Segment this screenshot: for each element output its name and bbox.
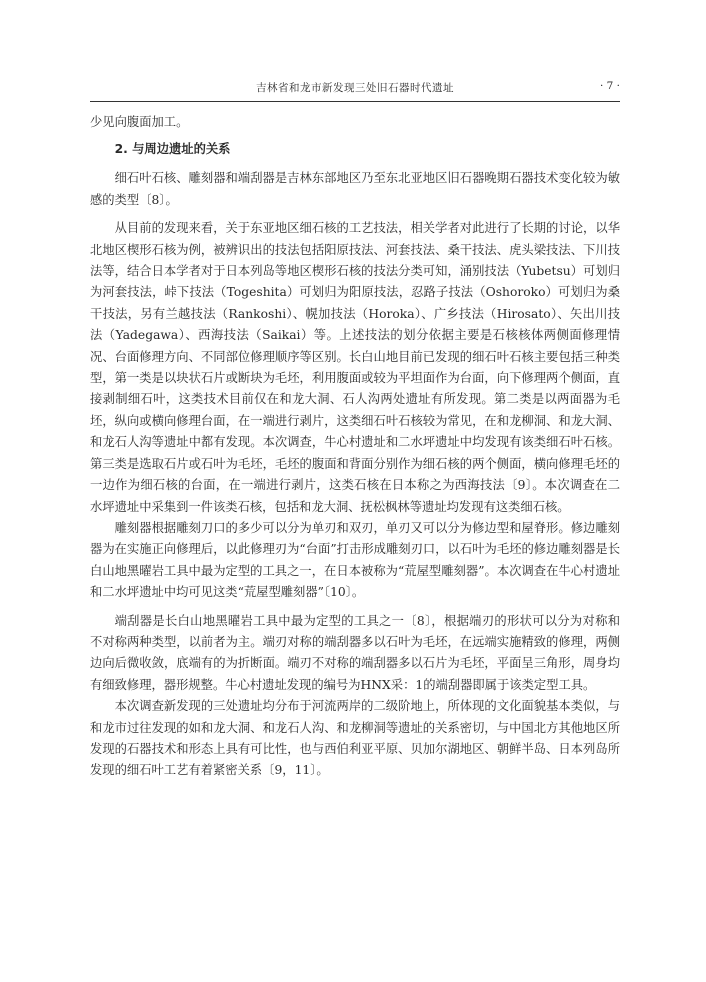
- paragraph-microblade-cores: 从目前的发现来看，关于东亚地区细石核的工艺技法，相关学者对此进行了长期的讨论，以华北地区楔形石核为例，被辨识出的技法包括阳原技法、河套技法、桑干技法、虎头梁技法、下川技法等，结合日本学者对于日本列岛等地区楔形石核的技法分类可知，涌别技法（Yubetsu）可划归为河套技法，峠下技法（Togeshita）可划归为阳原技法，忍路子技法（Oshoroko）可划归为桑干技法，另有兰越技法（Rankoshi）、幌加技法（Horoka）、广乡技法（Hirosato）、矢出川技法（Yadegawa）、西海技法（Saikai）等。上述技法的划分依据主要是石核核体两侧面修理情况、台面修理方向、不同部位修理顺序等区别。长白山地目前已发现的细石叶石核主要包括三种类型，第一类是以块状石片或断块为毛坯，利用腹面或较为平坦面作为台面，向下修理两个侧面，直接剥制细石叶，这类技术目前仅在和龙大洞、石人沟两处遗址有所发现。第二类是以两面器为毛坯，纵向或横向修理台面，在一端进行剥片，这类细石叶石核较为常见，在和龙柳洞、和龙大洞、和龙石人沟等遗址中都有发现。本次调查，牛心村遗址和二水坪遗址中均发现有该类细石叶石核。第三类是选取石片或石叶为毛坯，毛坯的腹面和背面分别作为细石核的两个侧面，横向修理毛坯的一边作为细石核的台面，在一端进行剥片，这类石核在日本称之为西海技法〔9〕。本次调查在二水坪遗址中采集到一件该类石核，包括和龙大洞、抚松枫林等遗址均发现有这类细石核。: [90, 221, 620, 514]
- section-heading: 2. 与周边遗址的关系: [114, 142, 231, 157]
- header-rule: [90, 101, 620, 102]
- running-title: 吉林省和龙市新发现三处旧石器时代遗址: [256, 82, 454, 94]
- paragraph-overview: 细石叶石核、雕刻器和端刮器是吉林东部地区乃至东北亚地区旧石器晚期石器技术变化较为敏感的类型〔8〕。: [90, 171, 620, 207]
- page-body: [90, 112, 620, 782]
- paragraph-endscrapers: 端刮器是长白山地黑曜岩工具中最为定型的工具之一〔8〕，根据端刃的形状可以分为对称和不对称两种类型，以前者为主。端刃对称的端刮器多以石叶为毛坯，在远端实施精致的修理，两侧边向后微收敛，底端有的为折断面。端刃不对称的端刮器多以石片为毛坯，平面呈三角形，周身均有细致修理，器形规整。牛心村遗址发现的编号为HNX采：1的端刮器即属于该类定型工具。: [90, 613, 620, 692]
- page-number: · 7 ·: [599, 80, 620, 92]
- paragraph-conclusion: 本次调查新发现的三处遗址均分布于河流两岸的二级阶地上，所体现的文化面貌基本类似，与和龙市过往发现的如和龙大洞、和龙石人沟、和龙柳洞等遗址的关系密切，与中国北方其他地区所发现的石器技术和形态上具有可比性，也与西伯利亚平原、贝加尔湖地区、朝鲜半岛、日本列岛所发现的细石叶工艺有着紧密关系〔9，11〕。: [90, 699, 620, 778]
- paragraph-burins: 雕刻器根据雕刻刀口的多少可以分为单刃和双刃，单刃又可以分为修边型和屋脊形。修边雕刻器为在实施正向修理后，以此修理刃为“台面”打击形成雕刻刃口，以石叶为毛坯的修边雕刻器是长白山地黑曜岩工具中最为定型的工具之一，在日本被称为“荒屋型雕刻器”。本次调查在牛心村遗址和二水坪遗址中均可见这类“荒屋型雕刻器”〔10〕。: [90, 520, 620, 600]
- continuation-paragraph: 少见向腹面加工。: [90, 115, 189, 129]
- running-header: [90, 80, 620, 98]
